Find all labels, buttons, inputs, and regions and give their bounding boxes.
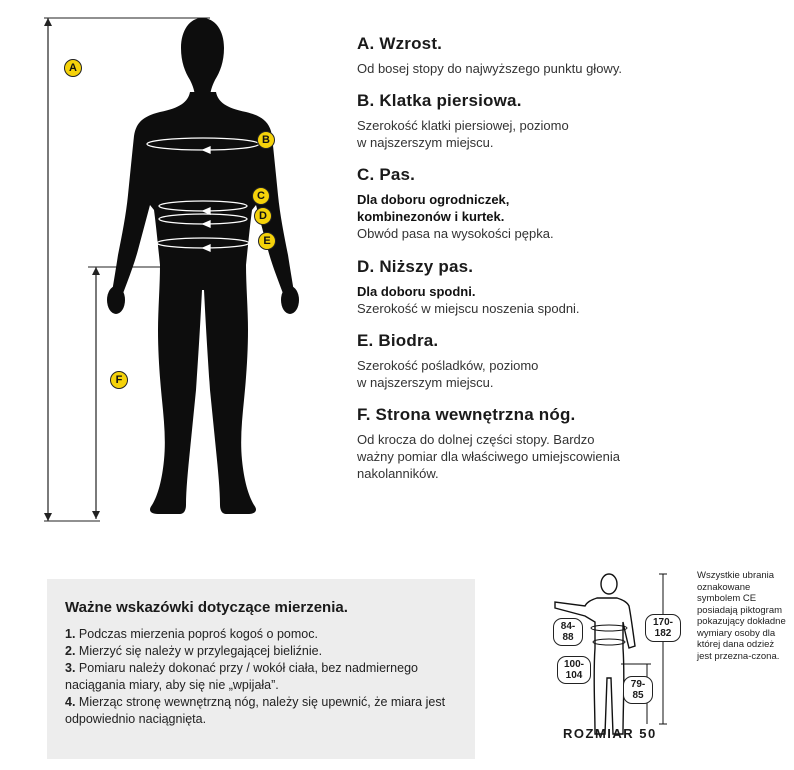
size-pictogram xyxy=(551,566,681,741)
marker-c-icon: C xyxy=(252,187,270,205)
measurement-e-title: E. Biodra. xyxy=(357,331,439,350)
tip-4: 4. Mierząc stronę wewnętrzną nóg, należy się upewnić, że miara jest odpowiednio naciągnięta. xyxy=(65,695,446,726)
measurement-f-text-1: Od krocza do dolnej części stopy. Bardzo xyxy=(357,432,595,447)
tip-3: 3. Pomiaru należy dokonać przy / wokół ciała, bez nadmiernego naciągania miary, aby się nie „wpijała”. xyxy=(65,661,418,692)
marker-e-icon: E xyxy=(258,232,276,250)
pictogram-svg xyxy=(551,566,681,741)
measurement-d-text: Szerokość w miejscu noszenia spodni. xyxy=(357,301,580,316)
body-silhouette-svg xyxy=(40,10,340,530)
measurement-d-title: D. Niższy pas. xyxy=(357,257,474,276)
tips-title: Ważne wskazówki dotyczące mierzenia. xyxy=(65,599,348,616)
measurement-a-text: Od bosej stopy do najwyższego punktu głowy. xyxy=(357,61,622,76)
measurement-f xyxy=(357,405,777,482)
tip-2: 2. Mierzyć się należy w przylegającej bieliźnie. xyxy=(65,644,323,658)
measurement-c-text: Obwód pasa na wysokości pępka. xyxy=(357,226,554,241)
tip-1: 1. Podczas mierzenia poproś kogoś o pomoc. xyxy=(65,627,318,641)
measurement-e xyxy=(357,331,777,391)
measurement-f-text-2: ważny pomiar dla właściwego umiejscowienia xyxy=(357,449,621,464)
body-silhouette-figure xyxy=(40,10,340,530)
size-label: ROZMIAR 50 xyxy=(563,726,657,741)
measurement-e-text-1: Szerokość pośladków, poziomo xyxy=(357,358,539,373)
ce-note: Wszystkie ubrania oznakowane symbolem CE posiadają piktogram pokazujący dokładne wymiary osoby dla której dana odzież jest przezna-czona. xyxy=(697,570,786,662)
measurement-f-text-3: nakolanników. xyxy=(357,466,439,481)
measurement-a-title: A. Wzrost. xyxy=(357,34,443,53)
marker-b-icon: B xyxy=(257,131,275,149)
measurement-d xyxy=(357,257,777,317)
measuring-tips-box xyxy=(47,579,475,759)
measurement-b xyxy=(357,91,777,151)
marker-f-icon: F xyxy=(110,371,128,389)
measurement-f-title: F. Strona wewnętrzna nóg. xyxy=(357,405,576,424)
marker-d-icon: D xyxy=(254,207,272,225)
measurement-e-text-2: w najszerszym miejscu. xyxy=(357,375,494,390)
inseam-size-label: 79-85 xyxy=(623,676,653,704)
measurement-c xyxy=(357,165,777,242)
marker-a-icon: A xyxy=(64,59,82,77)
human-silhouette xyxy=(107,18,299,514)
measurement-c-title: C. Pas. xyxy=(357,165,416,184)
measurement-b-text-2: w najszerszym miejscu. xyxy=(357,135,494,150)
measurement-a xyxy=(357,34,777,77)
measurement-b-title: B. Klatka piersiowa. xyxy=(357,91,522,110)
measurement-c-bold-2: kombinezonów i kurtek. xyxy=(357,209,505,224)
measurement-d-bold: Dla doboru spodni. xyxy=(357,284,476,299)
measurement-b-text-1: Szerokość klatki piersiowej, poziomo xyxy=(357,118,569,133)
measurement-c-bold-1: Dla doboru ogrodniczek, xyxy=(357,192,510,207)
height-size-label: 170-182 xyxy=(645,614,681,642)
waist-size-label: 100-104 xyxy=(557,656,591,684)
chest-size-label: 84-88 xyxy=(553,618,583,646)
